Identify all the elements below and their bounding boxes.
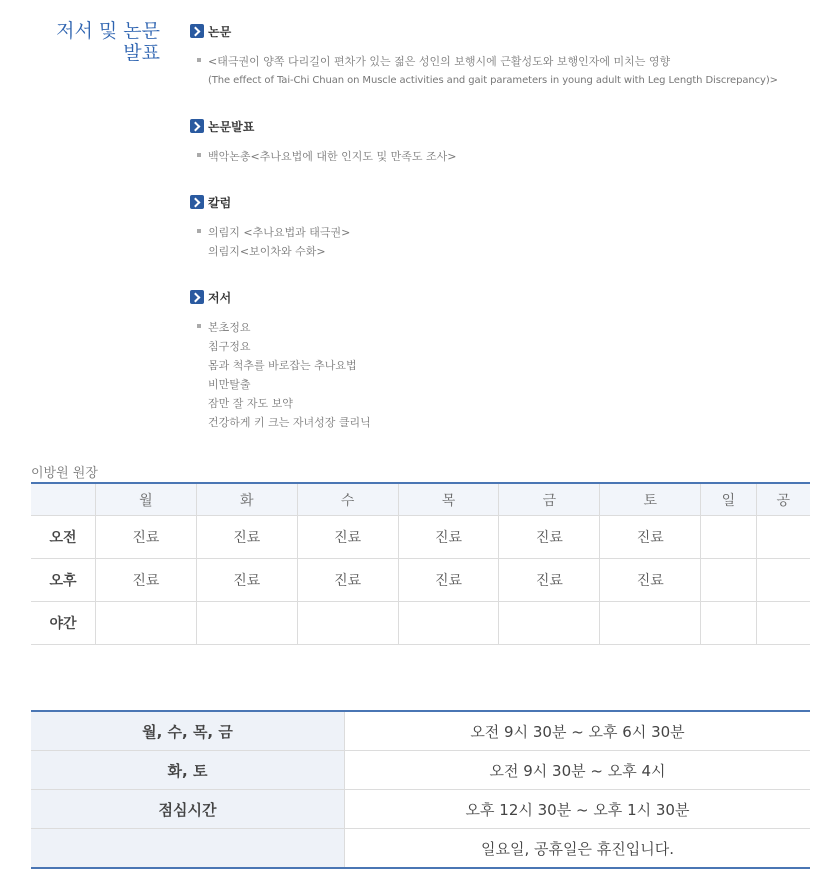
- schedule-cell: 진료: [196, 559, 297, 602]
- table-row: [31, 516, 810, 559]
- schedule-cell: 진료: [600, 559, 701, 602]
- schedule-cell: 진료: [297, 516, 398, 559]
- schedule-table: [31, 482, 810, 645]
- hours-value: 일요일, 공휴일은 휴진입니다.: [481, 839, 674, 858]
- bullet-icon: [197, 58, 201, 62]
- list-item: 의림지 <추나요법과 태극권>: [208, 226, 351, 239]
- day-header: 월: [96, 483, 197, 516]
- table-row: [31, 559, 810, 602]
- schedule-cell: [701, 602, 756, 645]
- list-item: 건강하게 키 크는 자녀성장 클리닉: [208, 416, 371, 429]
- list-item: 몸과 척추를 바로잡는 추나요법: [208, 359, 357, 372]
- schedule-cell: 진료: [96, 516, 197, 559]
- table-row: [31, 829, 810, 869]
- hours-value: 오후 12시 30분 ~ 오후 1시 30분: [345, 790, 811, 829]
- schedule-cell: 진료: [196, 516, 297, 559]
- list-item: 본초정요: [208, 321, 251, 334]
- schedule-cell: 진료: [398, 516, 499, 559]
- schedule-cell: [756, 559, 810, 602]
- hours-value: 오전 9시 30분 ~ 오후 6시 30분: [345, 711, 811, 751]
- schedule-cell: 진료: [499, 516, 600, 559]
- day-header: 공: [756, 483, 810, 516]
- period-label: 오후: [31, 559, 96, 602]
- hours-label: [31, 829, 345, 869]
- chevron-right-icon: [190, 290, 204, 304]
- day-header: 목: [398, 483, 499, 516]
- table-row: [31, 790, 810, 829]
- schedule-cell: [196, 602, 297, 645]
- schedule-cell: [701, 516, 756, 559]
- section-title: 저서: [208, 290, 232, 305]
- section-paper: [190, 22, 778, 90]
- section-column: [190, 193, 350, 261]
- schedule-cell: [499, 602, 600, 645]
- section-title: 논문발표: [208, 119, 255, 134]
- table-row: [31, 751, 810, 790]
- schedule-caption: 이방원 원장: [31, 466, 98, 481]
- schedule-cell: [297, 602, 398, 645]
- hours-label: 월, 수, 목, 금: [31, 711, 345, 751]
- section-books: [190, 288, 371, 432]
- bullet-icon: [197, 324, 201, 328]
- hours-value: 오전 9시 30분 ~ 오후 4시: [345, 751, 811, 790]
- schedule-cell: 진료: [600, 516, 701, 559]
- section-presentation: [190, 117, 456, 166]
- chevron-right-icon: [190, 24, 204, 38]
- chevron-right-icon: [190, 195, 204, 209]
- list-item: (The effect of Tai-Chi Chuan on Muscle activities and gait parameters in young adult with Leg Length Discrepancy)>: [208, 75, 778, 86]
- day-header: 금: [499, 483, 600, 516]
- schedule-cell: 진료: [398, 559, 499, 602]
- hours-table: [31, 710, 810, 869]
- hours-label: 점심시간: [31, 790, 345, 829]
- table-row: [31, 602, 810, 645]
- day-header: 일: [701, 483, 756, 516]
- table-row: [31, 711, 810, 751]
- schedule-cell: [600, 602, 701, 645]
- schedule-cell: [756, 516, 810, 559]
- bullet-icon: [197, 229, 201, 233]
- day-header: 화: [196, 483, 297, 516]
- list-item: 침구정요: [208, 340, 251, 353]
- list-item: 비만탈출: [208, 378, 251, 391]
- corner-cell: [31, 483, 96, 516]
- schedule-cell: 진료: [297, 559, 398, 602]
- day-header: 토: [600, 483, 701, 516]
- day-header: 수: [297, 483, 398, 516]
- schedule-cell: [701, 559, 756, 602]
- chevron-right-icon: [190, 119, 204, 133]
- list-item: 잠만 잘 자도 보약: [208, 397, 293, 410]
- period-label: 야간: [31, 602, 96, 645]
- section-title: 칼럼: [208, 195, 232, 210]
- schedule-cell: [96, 602, 197, 645]
- list-item: 의림지<보이차와 수화>: [208, 245, 326, 258]
- list-item: <태극권이 양쪽 다리길이 편차가 있는 젊은 성인의 보행시에 근활성도와 보행인자에 미치는 영향: [208, 55, 671, 68]
- schedule-cell: 진료: [499, 559, 600, 602]
- section-title: 논문: [208, 24, 232, 39]
- hours-label: 화, 토: [31, 751, 345, 790]
- schedule-cell: [756, 602, 810, 645]
- bullet-icon: [197, 153, 201, 157]
- list-item: 백악논총<추나요법에 대한 인지도 및 만족도 조사>: [208, 150, 457, 163]
- schedule-cell: 진료: [96, 559, 197, 602]
- period-label: 오전: [31, 516, 96, 559]
- table-header-row: [31, 483, 810, 516]
- page-title: 저서 및 논문 발표: [56, 20, 160, 64]
- schedule-cell: [398, 602, 499, 645]
